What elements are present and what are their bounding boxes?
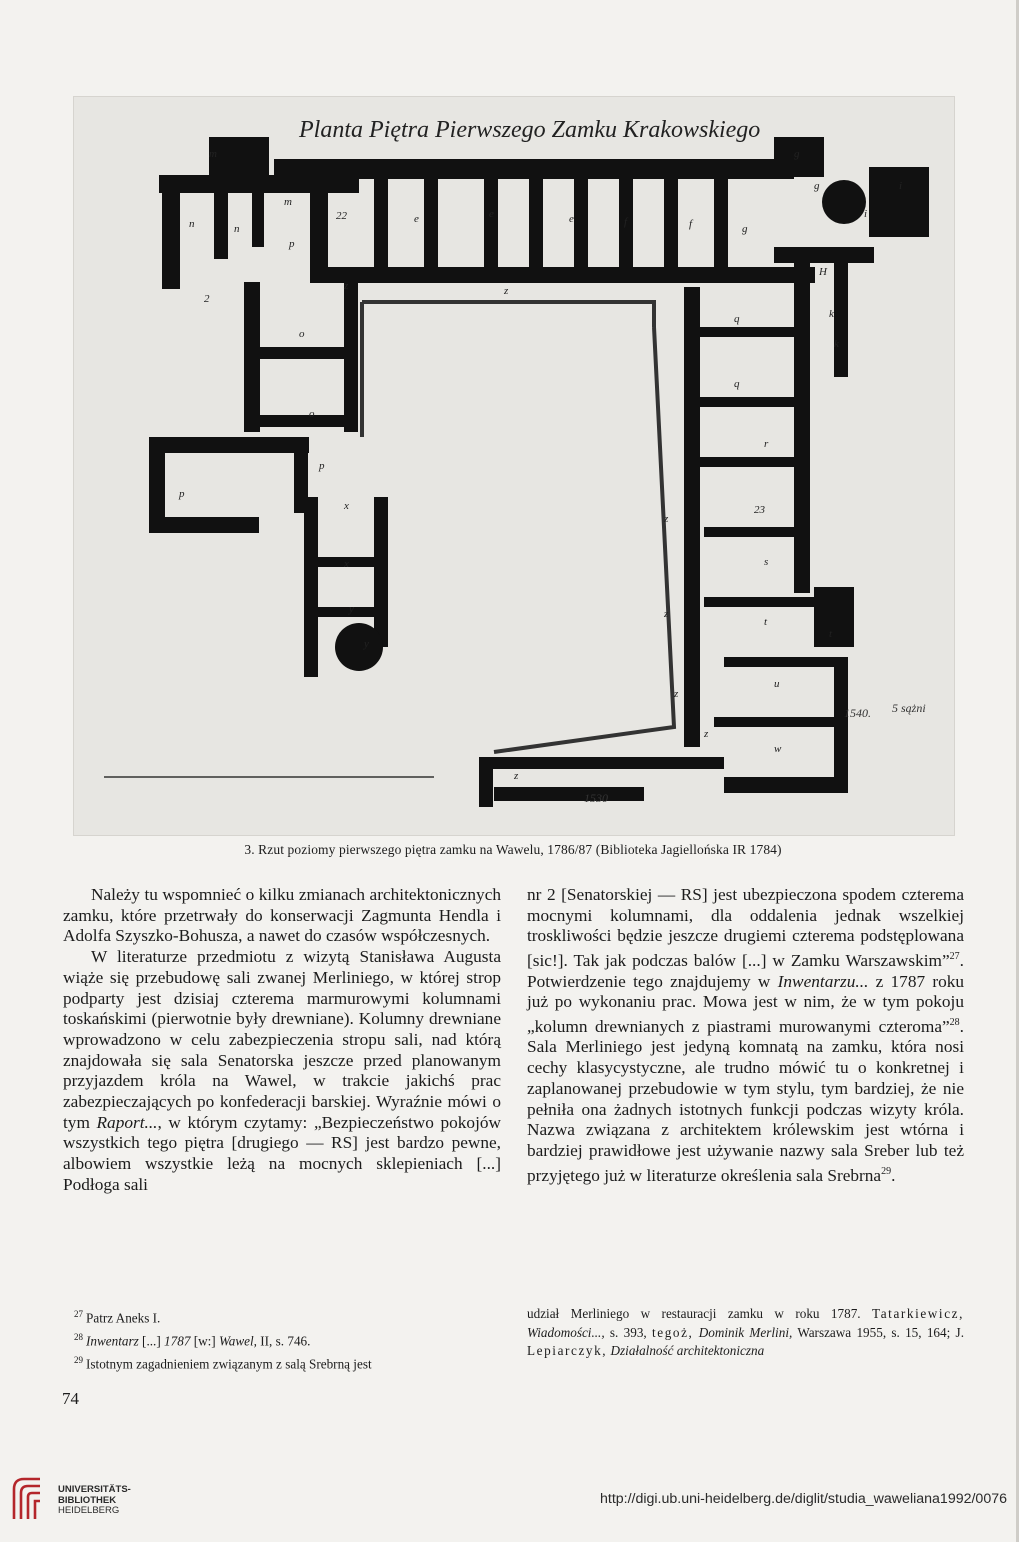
room-label: x — [344, 500, 349, 512]
footnote-continuation: udział Merliniego w restauracji zamku w roku 1787. Tatarkiewicz, Wiadomości..., s. 393, tegoż, Dominik Merlini, Warszawa 1955, s. 15, 164; J. Lepiarczyk, Działalność architektoniczna — [527, 1306, 964, 1359]
room-label: u — [774, 678, 780, 690]
paragraph: nr 2 [Senatorskiej — RS] jest ubezpieczona spodem czterema mocnymi kolumnami, dla oddalenia jednak wszelkiej troskliwości będzie jeszcze drugiemi czterema podstęplowana [sic!]. Tak jak podczas balów [...] w Zamku Warszawskim”$^{27}$. Potwierdzenie tego znajdujemy w Inwentarzu... z 1787 roku już po wykonaniu prac. Mowa jest w nim, że w tym pokoju „kolumn drewnianych z piastrami murowanymi czteroma”$^{28}$. Sala Merliniego jest jedyną komnatą na zamku, która nosi cechy klasycystyczne, ale trudno mówić tu o konkretnej i zaplanowanej przebudowie w tym stylu, tym bardziej, że nie pełniła ona żadnych istotnych funkcji podczas wizyty króla. Nazwa związana z architektem królewskim jest wtórna i bardziej prawidłowe jest używanie nazwy sala Sreber lub też przyjętego już w literaturze określenia sala Srebrna$^{29}$. — [527, 885, 965, 1185]
room-label: y — [364, 638, 369, 650]
room-label: q — [734, 313, 740, 325]
room-label: f — [624, 216, 628, 228]
room-label: z — [704, 728, 709, 740]
marginal-note: 1530 — [584, 791, 608, 805]
library-name: UNIVERSITÄTS- BIBLIOTHEK HEIDELBERG — [58, 1484, 131, 1516]
room-label: p — [319, 460, 325, 472]
room-label: o — [299, 328, 305, 340]
footnote-ref: 28 — [949, 1016, 960, 1028]
room-label: z — [664, 513, 669, 525]
room-label: z — [514, 770, 519, 782]
marginal-note: 1540. — [844, 706, 871, 720]
footnotes-left — [74, 1305, 502, 1374]
footer-bar — [0, 1465, 1019, 1525]
footnote: $^{29}$ Istotnym zagadnieniem związanym z salą Srebrną jest — [74, 1354, 372, 1372]
room-label: n — [189, 218, 195, 230]
room-label: i — [864, 208, 868, 220]
marginal-note: 5 sążni — [892, 701, 926, 715]
figure-caption: 3. Rzut poziomy pierwszego piętra zamku na Wawelu, 1786/87 (Biblioteka Jagiellońska IR 1784) — [244, 842, 782, 857]
room-label: p — [289, 238, 295, 250]
plan-title: Planta Piętra Pierwszego Zamku Krakowskiego — [299, 117, 761, 143]
room-label: i — [899, 180, 903, 192]
room-label: f — [689, 218, 693, 230]
footnote: $^{28}$ Inwentarz [...] 1787 [w:] Wawel, II, s. 746. — [74, 1331, 311, 1349]
room-label: H — [819, 266, 827, 278]
paragraph: Należy tu wspomnieć o kilku zmianach architektonicznych zamku, które przetrwały do konserwacji Zagmunta Hendla i Adolfa Szyszko-Bohusza, a nawet do czasów współczesnych. — [63, 885, 501, 946]
room-label: z — [674, 688, 679, 700]
room-label: q — [734, 378, 740, 390]
room-label: t — [829, 628, 833, 640]
room-label: g — [814, 180, 820, 192]
room-label: r — [764, 438, 769, 450]
room-label: 23 — [754, 504, 765, 516]
room-label: n — [234, 223, 240, 235]
room-label: e — [414, 213, 419, 225]
footnote: $^{27}$ Patrz Aneks I. — [74, 1309, 161, 1326]
room-label: z — [504, 285, 509, 297]
footnote-ref: 27 — [949, 951, 960, 963]
room-label: z — [344, 280, 349, 292]
room-label: t — [764, 616, 768, 628]
body-column-right — [527, 885, 964, 1186]
room-label: e — [489, 208, 494, 220]
floor-plan-figure — [73, 96, 955, 836]
room-label: m — [209, 148, 217, 160]
room-label: p — [179, 488, 185, 500]
room-label: m — [284, 196, 292, 208]
room-label: z — [664, 608, 669, 620]
paragraph: W literaturze przedmiotu z wizytą Stanisława Augusta wiąże się przebudowę sali zwanej Merliniego, w której strop podparty jest dzisiaj czterema marmurowymi kolumnami toskańskimi (pierwotnie były drewniane). Kolumny drewniane wprowadzono w celu zabezpieczenia stropu sali, nad którą znajdowała się sala Senatorska jeszcze przed planowanym przyjazdem króla na Wawel, w trakcie jakichś prac zabezpieczających po konfederacji barskiej. Wyraźnie mówi o tym Raport..., w którym czytamy: „Bezpieczeństwo pokojów wszystkich tego piętra [drugiego — RS] jest bardzo pewne, albowiem wszystkie leżą na mocnych sklepieniach [...] Podłoga sali — [63, 947, 501, 1194]
room-label: e — [569, 213, 574, 225]
body-column-left — [63, 885, 501, 1196]
room-label: w — [774, 743, 782, 755]
room-label: 22 — [336, 210, 347, 222]
floor-plan-drawing — [74, 97, 954, 835]
courtyard-arcade — [362, 302, 674, 752]
wall-outlines — [149, 137, 929, 807]
room-label: k — [834, 338, 839, 350]
library-logo-icon — [10, 1475, 48, 1523]
footnotes-right — [527, 1305, 964, 1361]
room-label: g — [742, 223, 748, 235]
room-label: o — [309, 408, 315, 420]
room-label: s — [764, 556, 769, 568]
room-label: g — [794, 148, 800, 160]
footnote-ref: 29 — [881, 1165, 892, 1177]
room-label: k — [829, 308, 834, 320]
room-label: y — [349, 603, 354, 615]
source-url-link[interactable]: http://digi.ub.uni-heidelberg.de/diglit/studia_waweliana1992/0076 — [599, 1491, 1007, 1507]
page-number: 74 — [62, 1389, 79, 1408]
room-label: x — [344, 558, 349, 570]
room-label: 2 — [204, 293, 210, 305]
